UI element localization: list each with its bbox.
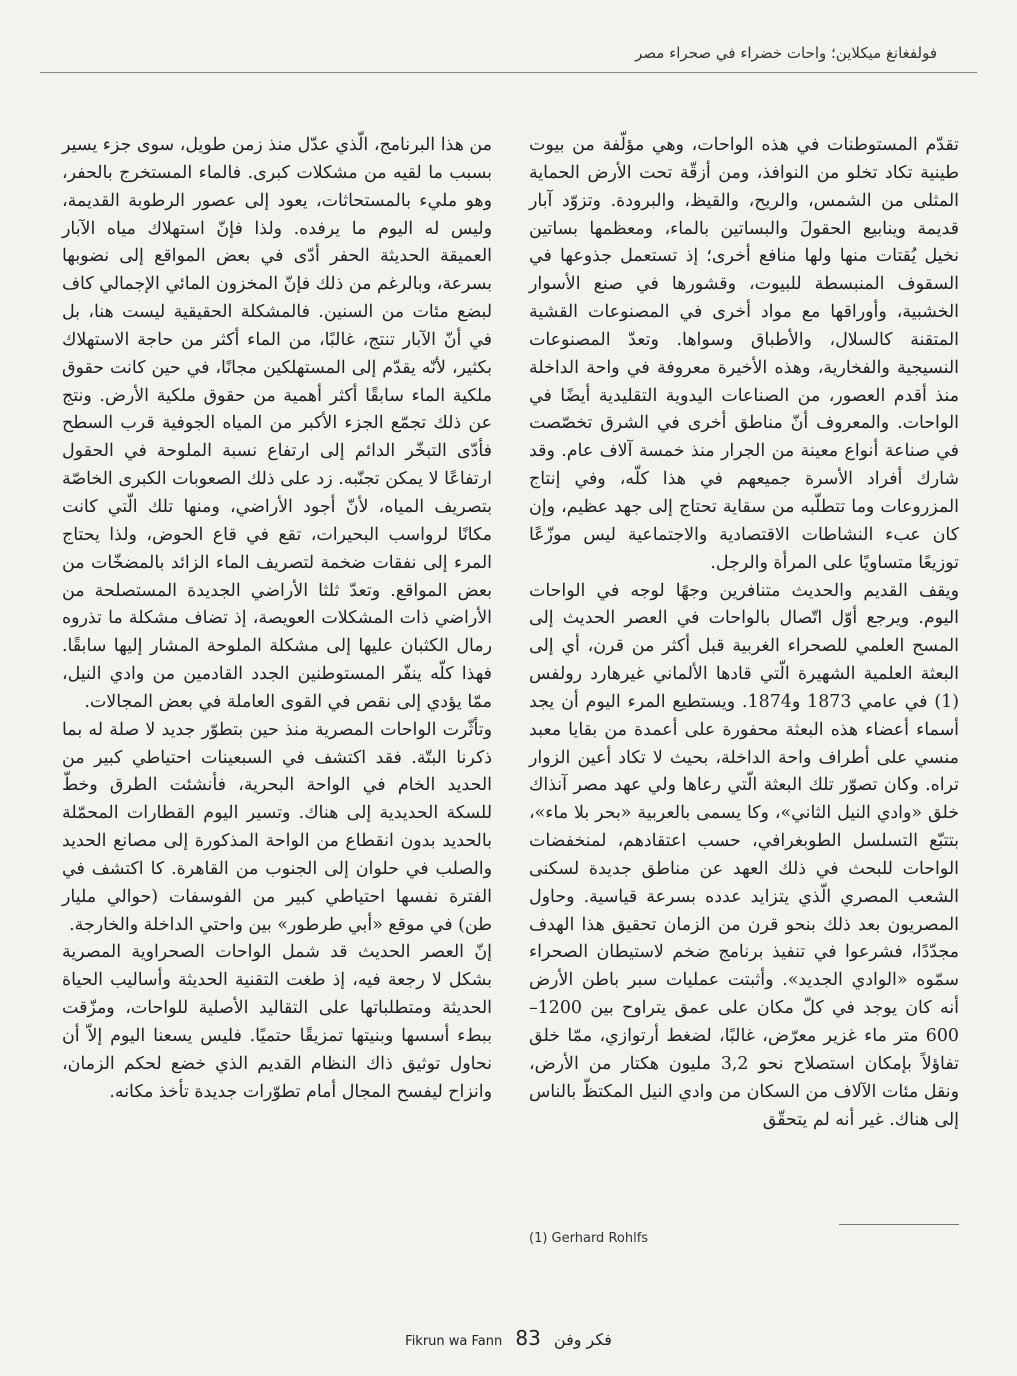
footnote	[529, 1224, 959, 1246]
header-title: فولفغانغ ميكلاين؛ واحات خضراء في صحراء مصر	[635, 44, 937, 62]
running-header	[40, 28, 977, 72]
text-column-right	[529, 132, 959, 1134]
magazine-name-arabic: فكر وفن	[553, 1330, 612, 1349]
footnote-rule	[839, 1224, 959, 1225]
paragraph: من هذا البرنامج، الّذي عدّل منذ زمن طويل، سوى جزء يسير بسبب ما لقيه من مشكلات كبرى. فالماء المستخرج بالحفر، وهو مليء بالمستحاثات، يعود إلى عصور الرطوبة القديمة، وليس له اليوم ما يرفده. ولذا فإنّ استهلاك مياه الآبار العميقة الحديثة الحفر أدّى في بعض المواقع إلى نضوبها بسرعة، وبالرغم من ذلك فإنّ المخزون المائي الإجمالي كاف لبضع مئات من السنين. فالمشكلة الحقيقية ليست هنا، بل في أنّ الآبار تنتج، غالبًا، من الماء أكثر من حاجة الاستهلاك بكثير، لأنّه يقدّم إلى المستهلكين مجانًا، في حين كانت حقوق ملكية الماء سابقًا أكثر أهمية من حقوق ملكية الأرض. ونتج عن ذلك تجمّع الجزء الأكبر من المياه الجوفية قرب السطح فأدّى التبخّر الدائم إلى ارتفاع نسبة الملوحة في الحقول ارتفاعًا لا يمكن تجنّبه. زد على ذلك الصعوبات الكبرى الخاصّة بتصريف المياه، لأنّ أجود الأراضي، ومنها تلك الّتي كانت مكانًا لرواسب البحيرات، تقع في قاع الحوض، ولذا يحتاج المرء إلى نفقات ضخمة لتصريف الماء الزائد بالمضخّات من بعض المواقع. وتعدّ ثلثا الأراضي الجديدة المستصلحة من الأراضي ذات المشكلات العويصة، إذ تضاف مشكلة ما تذروه رمال الكثبان عليها إلى مشكلة الملوحة المشار إليها سابقًا. فهذا كلّه ينفّر المستوطنين الجدد القادمين من وادي النيل، ممّا يؤدي إلى نقص في القوى العاملة في بعض المجالات.	[62, 135, 492, 712]
magazine-name-latin: Fikrun wa Fann	[405, 1334, 503, 1349]
header-rule	[40, 72, 977, 73]
paragraph: ويقف القديم والحديث متنافرين وجهًا لوجه في الواحات اليوم. ويرجع أوّل اتّصال بالواحات في العصر الحديث إلى المسح العلمي للصحراء الغربية قبل أكثر من قرن، أي إلى البعثة العلمية الشهيرة الّتي قادها الألماني غيرهارد رولفس (1) في عامي 1873 و1874. ويستطيع المرء اليوم أن يجد أسماء أعضاء هذه البعثة محفورة على أعمدة من بقايا معبد منسي على أطراف واحة الداخلة، بحيث لا تكاد أعين الزوار تراه. وكان تصوّر تلك البعثة الّتي رعاها ولي عهد مصر آنذاك خلق «وادي النيل الثاني»، وكا يسمى بالعربية «بحر بلا ماء»، بتتبّع التسلسل الطوبغرافي، حسب اعتقادهم، لمنخفضات الواحات للبحث في ذلك العهد عن مناطق جديدة لسكنى الشعب المصري الّذي يتزايد عدده بسرعة قياسية. وحاول المصريون بعد ذلك بنحو قرن من الزمان تحقيق هذا الهدف مجدّدًا، فشرعوا في تنفيذ برنامج ضخم لاستيطان الصحراء سمّوه «الوادي الجديد». وأثبتت عمليات سبر باطن الأرض أنه كان يوجد في كلّ مكان على عمق يتراوح بين 1200–600 متر ماء غزير معرّض، غالبًا، لضغط أرتوازي، ممّا خلق تفاؤلاً بإمكان استصلاح نحو 3,2 مليون هكتار من الأرض، ونقل مئات الآلاف من السكان من وادي النيل المكتظّ بالناس إلى هناك. غير أنه لم يتحقّق	[529, 580, 959, 1130]
text-column-left	[62, 132, 492, 1107]
footnote-text: (1) Gerhard Rohlfs	[529, 1231, 649, 1246]
paragraph: تقدّم المستوطنات في هذه الواحات، وهي مؤلّفة من بيوت طينية تكاد تخلو من النوافذ، ومن أزقّة تحت الأرض الحماية المثلى من الشمس، والريح، والقيظ، والبرودة. وتزوّد آبار قديمة وينابيع الحقولَ والبساتين بالماء، ومعظمها بساتين نخيل يُقتات منها ولها منافع أخرى؛ إذ تستعمل جذوعها في السقوف المنبسطة للبيوت، وقشورها في صنع الأسوار الخشبية، وأوراقها مع مواد أخرى في المصنوعات القشية المتقنة كالسلال، والأطباق وسواها. وتعدّ المصنوعات النسيجية والفخارية، وهذه الأخيرة معروفة في واحة الداخلة منذ أقدم العصور، من الصناعات اليدوية التقليدية أيضًا في الواحات. والمعروف أنّ مناطق أخرى في الشرق تخصّصت في صناعة أنواع معينة من الجرار منذ خمسة آلاف عام. وقد شارك أفراد الأسرة جميعهم في هذا كلّه، وفي إنتاج المزروعات وما تتطلّبه من سقاية تحتاج إلى جهد عظيم، وإن كان عبء النشاطات الاقتصادية والاجتماعية ليس موزّعًا توزيعًا متساويًا على المرأة والرجل.	[529, 135, 959, 573]
paragraph: إنّ العصر الحديث قد شمل الواحات الصحراوية المصرية بشكل لا رجعة فيه، إذ طغت التقنية الحديثة وأساليب الحياة الحديثة ومتطلباتها على التقاليد الأصلية للواحات، ومزّقت ببطء أسسها وبنيتها تمزيقًا حتميًا. فليس يسعنا اليوم إلاّ أن نحاول توثيق ذاك النظام القديم الذي خضع لحكم الزمان، وانزاح ليفسح المجال أمام تطوّرات جديدة تأخذ مكانه.	[62, 942, 492, 1102]
page-footer	[0, 1326, 1017, 1350]
paragraph: وتأثّرت الواحات المصرية منذ حين بتطوّر جديد لا صلة له بما ذكرنا البتّة. فقد اكتشف في السبعينات احتياطي كبير من الحديد الخام في الواحة البحرية، فأنشئت الطرق وخطّ للسكة الحديدية إلى هناك. وتسير اليوم القطارات المحمّلة بالحديد بدون انقطاع من الواحة المذكورة إلى مصانع الحديد والصلب في حلوان إلى الجنوب من القاهرة. كا اكتشف في الفترة نفسها احتياطي كبير من الفوسفات (حوالي مليار طن) في موقع «أبي طرطور» بين واحتي الداخلة والخارجة.	[62, 719, 492, 935]
page-number: 83	[515, 1326, 541, 1350]
